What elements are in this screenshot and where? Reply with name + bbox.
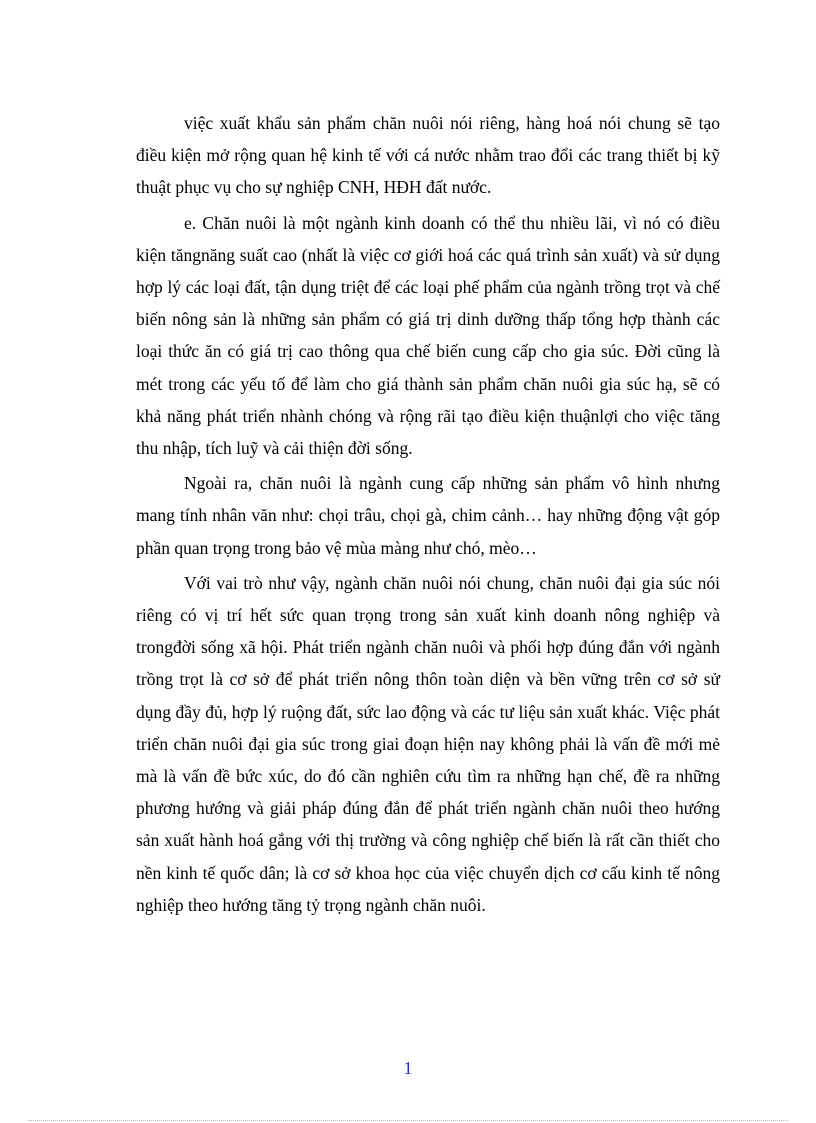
paragraph-4: Với vai trò như vậy, ngành chăn nuôi nói chung, chăn nuôi đại gia súc nói riêng có vị trí hết sức quan trọng trong sản xuất kinh doanh nông nghiệp và trongđời sống xã hội. Phát triển ngành chăn nuôi và phối hợp đúng đắn với ngành trồng trọt là cơ sở để phát triển nông thôn toàn diện và bền vững trên cơ sở sử dụng đầy đủ, hợp lý ruộng đất, sức lao động và các tư liệu sản xuất khác. Việc phát triển chăn nuôi đại gia súc trong giai đoạn hiện nay không phải là vấn đề mới mẻ mà là vấn đề bức xúc, do đó cần nghiên cứu tìm ra những hạn chế, đề ra những phương hướng và giải pháp đúng đắn để phát triển ngành chăn nuôi theo hướng sản xuất hành hoá gắng với thị trường và công nghiệp chế biến là rất cần thiết cho nền kinh tế quốc dân; là cơ sở khoa học của việc chuyển dịch cơ cấu kinh tế nông nghiệp theo hướng tăng tỷ trọng ngành chăn nuôi. [136,572,720,915]
page-bottom-rule [28,1120,788,1121]
paragraph-3: Ngoài ra, chăn nuôi là ngành cung cấp những sản phẩm vô hình nhưng mang tính nhân văn như: chọi trâu, chọi gà, chim cảnh… hay những động vật góp phần quan trọng trong bảo vệ mùa màng như chó, mèo… [136,473,720,558]
body-text [136,107,720,924]
paragraph-2: e. Chăn nuôi là một ngành kinh doanh có thể thu nhiều lãi, vì nó có điều kiện tăngnăng suất cao (nhất là việc cơ giới hoá các quá trình sản xuất) và sử dụng hợp lý các loại đất, tận dụng triệt để các loại phế phẩm của ngành trồng trọt và chế biến nông sản là những sản phẩm có giá trị dinh dưỡng thấp tổng hợp thành các loại thức ăn có giá trị cao thông qua chế biến cung cấp cho gia súc. Đời cũng là mét trong các yếu tố để làm cho giá thành sản phẩm chăn nuôi gia súc hạ, sẽ có khả năng phát triển nhành chóng và rộng rãi tạo điều kiện thuậnlợi cho việc tăng thu nhập, tích luỹ và cải thiện đời sống. [136,212,720,459]
page-number: 1 [403,1058,413,1078]
paragraph-1: việc xuất khẩu sản phẩm chăn nuôi nói riêng, hàng hoá nói chung sẽ tạo điều kiện mở rộng quan hệ kinh tế với cá nước nhằm trao đổi các trang thiết bị kỹ thuật phục vụ cho sự nghiệp CNH, HĐH đất nước. [136,113,720,198]
